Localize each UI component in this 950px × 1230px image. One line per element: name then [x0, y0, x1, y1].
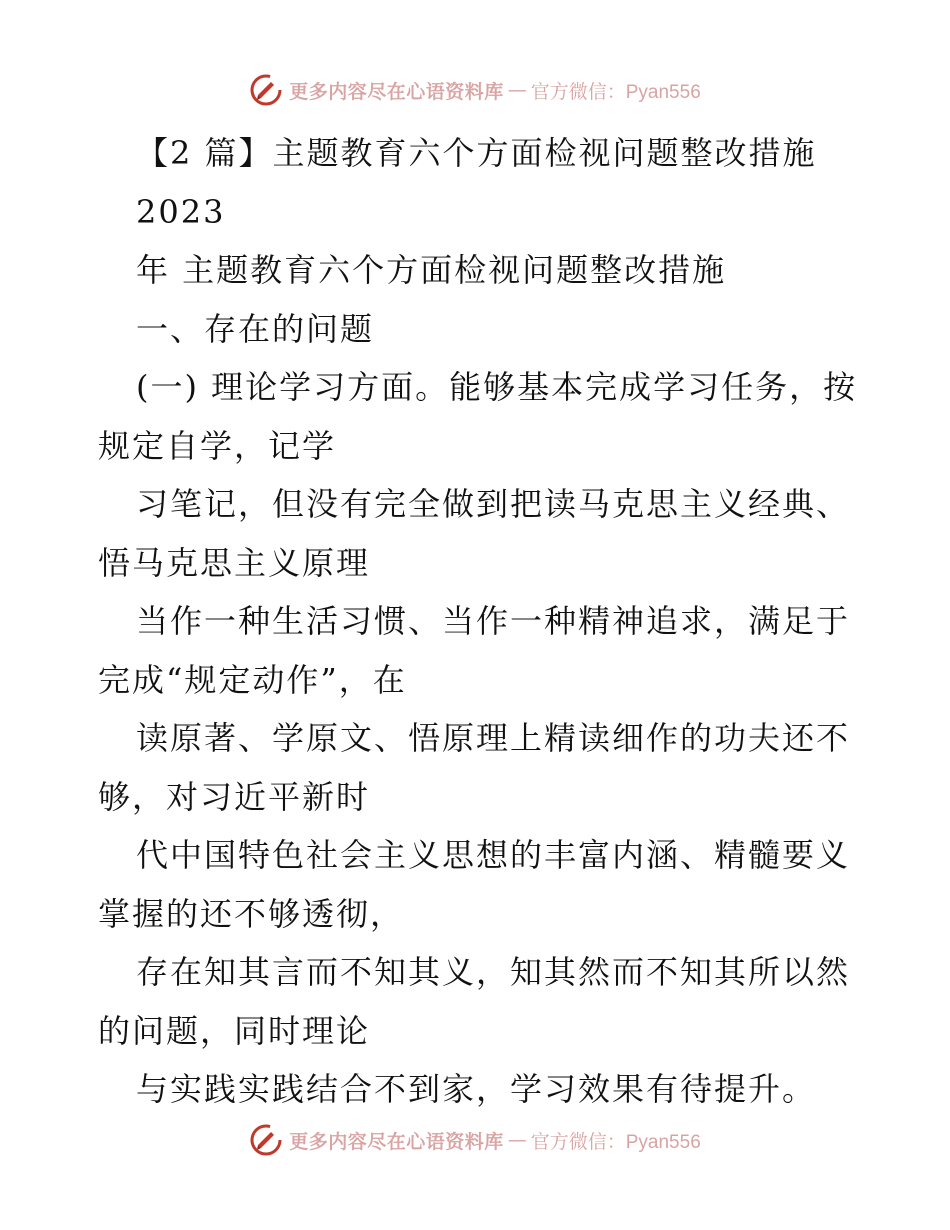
- document-subtitle: 年 主题教育六个方面检视问题整改措施: [136, 251, 727, 289]
- banner-separator: —: [507, 1129, 527, 1151]
- paragraph-line: 代中国特色社会主义思想的丰富内涵、精髓要义: [136, 836, 851, 874]
- document-year: 2023: [136, 192, 226, 231]
- banner-wechat-text: 官方微信：Pyan556: [530, 1131, 701, 1153]
- paragraph-line: 完成“规定动作”，在: [98, 660, 407, 699]
- book-pen-logo-icon: [249, 73, 283, 107]
- book-pen-logo-icon: [249, 1123, 283, 1157]
- paragraph-line: 习笔记，但没有完全做到把读马克思主义经典、: [136, 485, 851, 523]
- paragraph-line: 的问题，同时理论: [98, 1011, 371, 1050]
- section-heading: 一、存在的问题: [136, 309, 375, 348]
- paragraph-line: 够，对习近平新时: [98, 777, 371, 816]
- paragraph-line: (一) 理论学习方面。能够基本完成学习任务，按: [136, 368, 858, 406]
- banner-separator: —: [507, 79, 527, 101]
- paragraph-line: 与实践实践结合不到家，学习效果有待提升。: [136, 1070, 817, 1108]
- document-body: [98, 124, 858, 1119]
- banner-site-text: 更多内容尽在心语资料库: [289, 80, 504, 103]
- paragraph-line: 存在知其言而不知其义，知其然而不知其所以然: [136, 953, 851, 991]
- document-title: 【2 篇】主题教育六个方面检视问题整改措施: [136, 134, 817, 172]
- paragraph-line: 掌握的还不够透彻，: [98, 894, 405, 933]
- footer-banner: [0, 1120, 950, 1160]
- banner-wechat-text: 官方微信：Pyan556: [530, 81, 701, 103]
- paragraph-line: 规定自学，记学: [98, 426, 337, 465]
- paragraph-line: 悟马克思主义原理: [98, 543, 371, 582]
- paragraph-line: 当作一种生活习惯、当作一种精神追求，满足于: [136, 602, 851, 640]
- banner-site-text: 更多内容尽在心语资料库: [289, 1130, 504, 1153]
- header-banner: [0, 70, 950, 110]
- paragraph-line: 读原著、学原文、悟原理上精读细作的功夫还不: [136, 719, 851, 757]
